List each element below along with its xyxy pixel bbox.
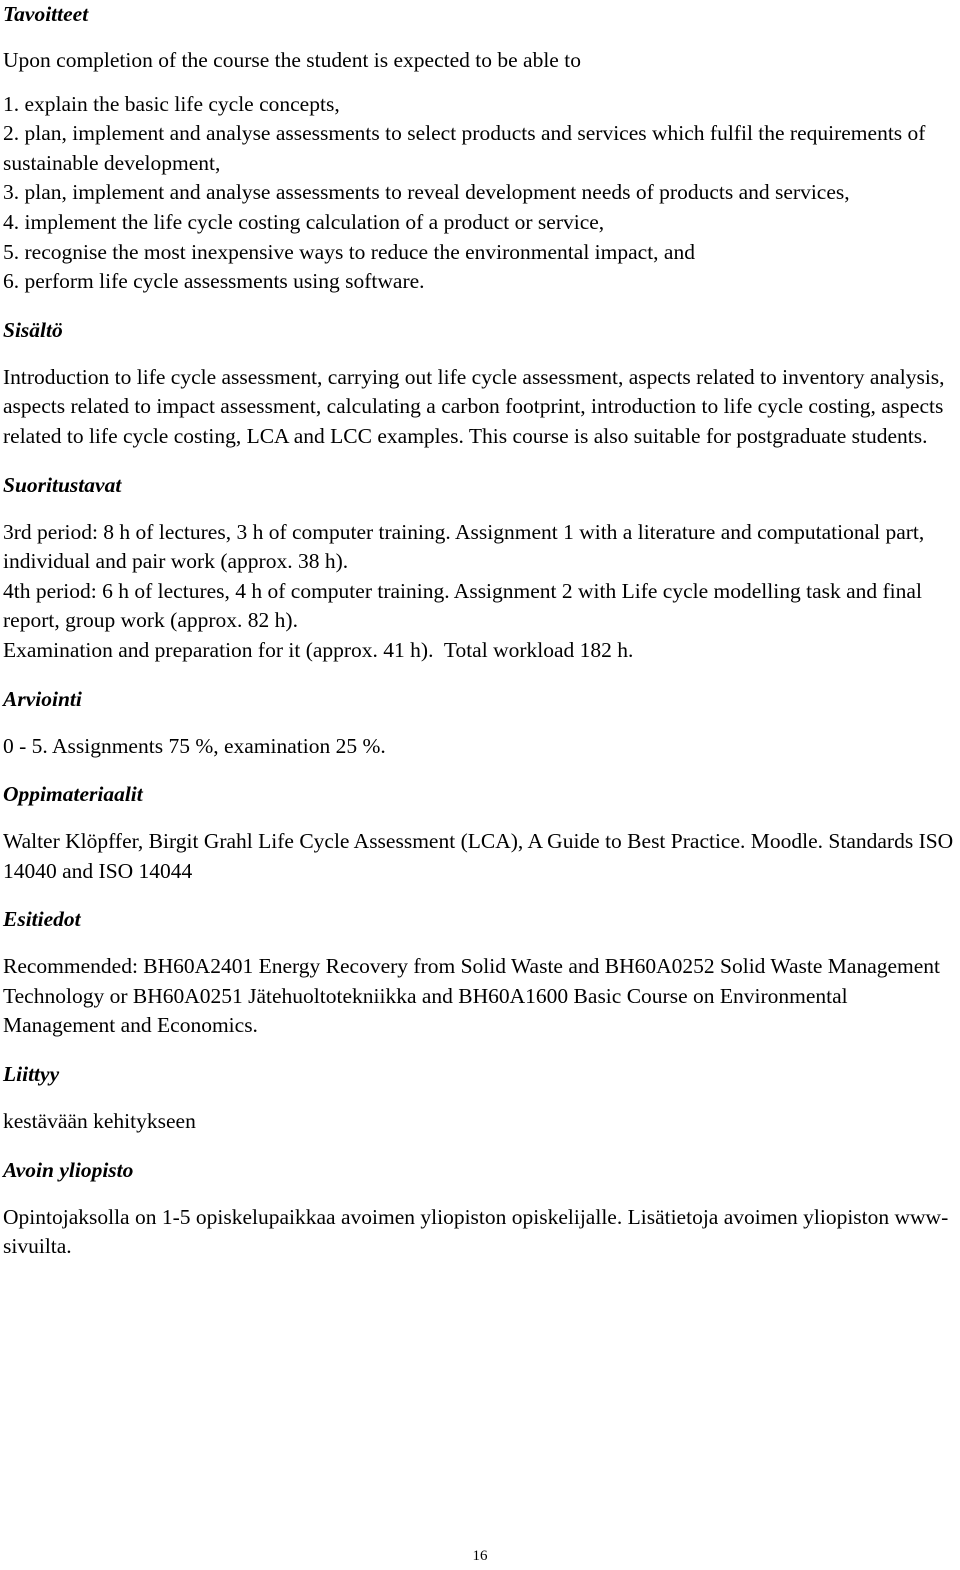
objectives-list: [3, 90, 958, 297]
section-heading-oppimateriaalit: Oppimateriaalit: [3, 782, 143, 807]
completion-line: Examination and preparation for it (approx. 41 h). Total workload 182 h.: [3, 637, 634, 662]
list-item: 4. implement the life cycle costing calculation of a product or service,: [3, 209, 605, 234]
list-item: 6. perform life cycle assessments using software.: [3, 269, 425, 294]
section-heading-arviointi: Arviointi: [3, 686, 82, 711]
section-heading-esitiedot: Esitiedot: [3, 907, 81, 932]
list-item: 3. plan, implement and analyse assessments to reveal development needs of products and services,: [3, 180, 850, 205]
prerequisites-text: Recommended: BH60A2401 Energy Recovery from Solid Waste and BH60A0252 Solid Waste Management Technology or BH60A0251 Jätehuoltotekniikka and BH60A1600 Basic Course on Environmental Management and Economics.: [3, 954, 941, 1038]
related-text: kestävään kehitykseen: [3, 1109, 196, 1134]
materials-text: Walter Klöpffer, Birgit Grahl Life Cycle Assessment (LCA), A Guide to Best Practice. Moodle. Standards ISO 14040 and ISO 14044: [3, 829, 954, 883]
list-item: 1. explain the basic life cycle concepts,: [3, 91, 340, 116]
completion-line: 3rd period: 8 h of lectures, 3 h of computer training. Assignment 1 with a literature and computational part, individual and pair work (approx. 38 h).: [3, 519, 925, 574]
list-item: 2. plan, implement and analyse assessments to select products and services which fulfil the requirements of sustainable development,: [3, 121, 926, 175]
assessment-text: 0 - 5. Assignments 75 %, examination 25 %.: [3, 733, 386, 758]
section-heading-sisalto: Sisältö: [3, 317, 63, 342]
document-page: [3, 0, 958, 1262]
section-heading-tavoitteet: Tavoitteet: [3, 2, 89, 26]
open-university-text: Opintojaksolla on 1-5 opiskelupaikkaa avoimen yliopiston opiskelijalle. Lisätietoja avoimen yliopiston www-sivuilta.: [3, 1204, 949, 1259]
section-heading-suoritustavat: Suoritustavat: [3, 472, 122, 497]
list-item: 5. recognise the most inexpensive ways to reduce the environmental impact, and: [3, 239, 695, 264]
completion-methods: [3, 518, 958, 666]
section-heading-avoin-yliopisto: Avoin yliopisto: [3, 1157, 134, 1182]
section-heading-liittyy: Liittyy: [3, 1062, 60, 1087]
page-number: 16: [472, 1548, 488, 1564]
completion-line: 4th period: 6 h of lectures, 4 h of computer training. Assignment 2 with Life cycle modelling task and final report, group work (approx. 82 h).: [3, 578, 922, 633]
objectives-intro: Upon completion of the course the student is expected to be able to: [3, 48, 581, 72]
content-text: Introduction to life cycle assessment, carrying out life cycle assessment, aspects related to inventory analysis, aspects related to impact assessment, calculating a carbon footprint, introduction to life cycle costing, aspects related to life cycle costing, LCA and LCC examples. This course is also suitable for postgraduate students.: [3, 364, 945, 448]
